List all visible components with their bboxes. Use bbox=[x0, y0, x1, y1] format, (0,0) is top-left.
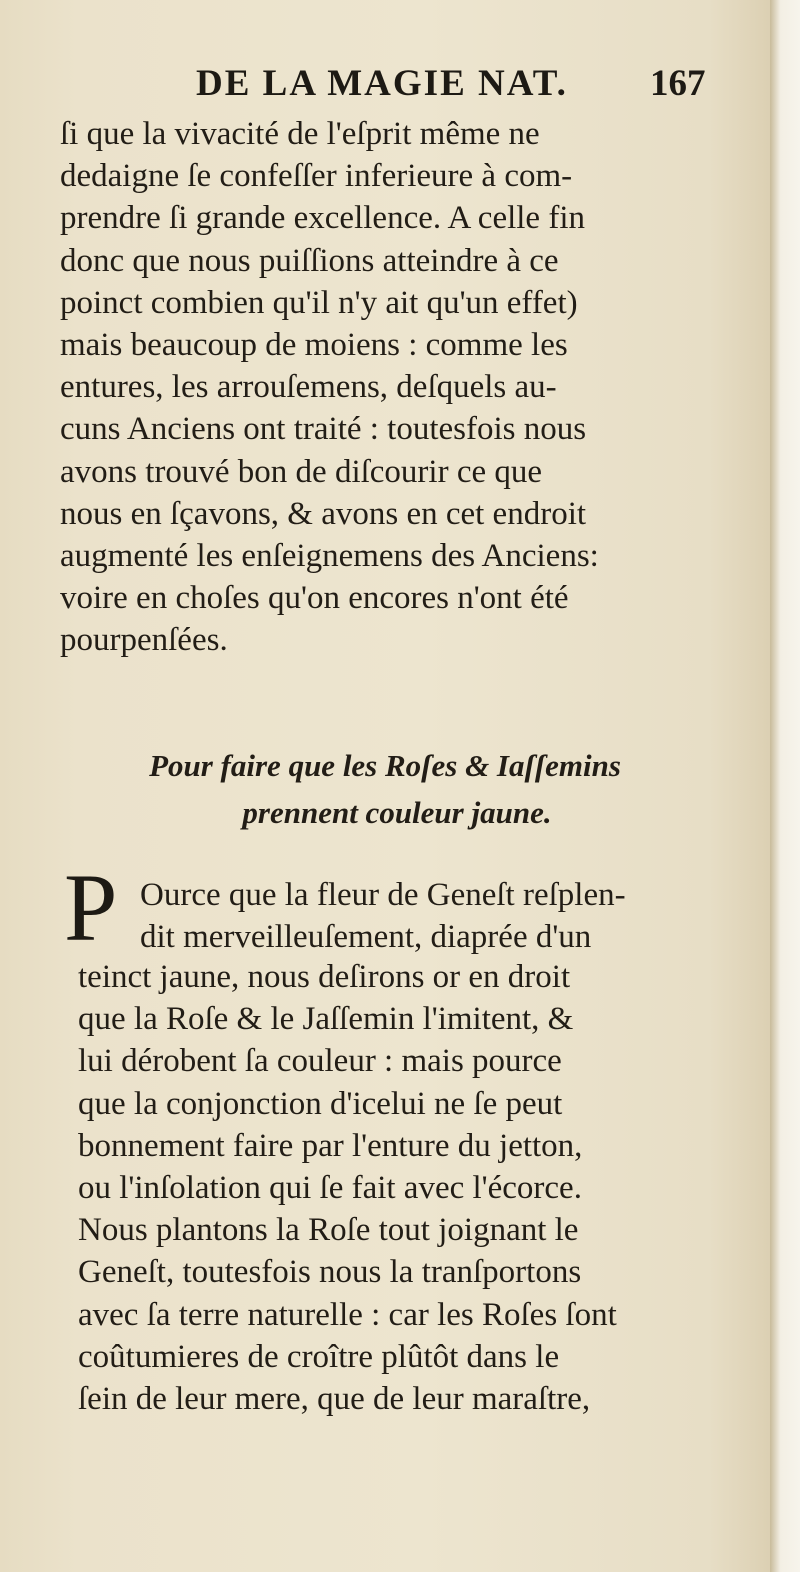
text-line: lui dérobent ſa couleur : mais pource bbox=[78, 1043, 562, 1080]
paragraph-dropcap-lines bbox=[60, 874, 738, 958]
text-line: Ource que la fleur de Geneſt reſplen- bbox=[140, 877, 626, 913]
section-title-line-1: Pour faire que les Roſes & Iaſſemins bbox=[149, 748, 621, 783]
text-line: Geneſt, toutesfois nous la tranſportons bbox=[78, 1254, 582, 1291]
text-line: avons trouvé bon de diſcourir ce que bbox=[60, 453, 543, 490]
text-line: augmenté les enſeignemens des Anciens: bbox=[60, 538, 599, 575]
drop-cap: P bbox=[64, 854, 118, 961]
page-edge bbox=[770, 0, 800, 1572]
text-line: voire en choſes qu'on encores n'ont été bbox=[60, 580, 569, 617]
paragraph-continuation bbox=[60, 113, 738, 662]
text-line: ou l'inſolation qui ſe fait avec l'écorce. bbox=[78, 1170, 582, 1207]
text-line: avec ſa terre naturelle : car les Roſes ſont bbox=[78, 1296, 617, 1333]
text-line: ſein de leur mere, que de leur maraſtre, bbox=[78, 1381, 591, 1418]
text-line: dedaigne ſe confeſſer inferieure à com- bbox=[60, 158, 573, 195]
text-line: Nous plantons la Roſe tout joignant le bbox=[78, 1212, 579, 1249]
paragraph-body bbox=[60, 956, 738, 1420]
text-line: entures, les arrouſemens, deſquels au- bbox=[60, 369, 557, 406]
text-line: bonnement faire par l'enture du jetton, bbox=[78, 1127, 583, 1164]
running-title: DE LA MAGIE NAT. bbox=[196, 63, 568, 104]
text-line: que la conjonction d'icelui ne ſe peut bbox=[78, 1085, 563, 1122]
text-line: que la Roſe & le Jaſſemin l'imitent, & bbox=[78, 1001, 574, 1038]
text-line: pourpenſées. bbox=[60, 622, 228, 659]
text-line: poinct combien qu'il n'y ait qu'un effet) bbox=[60, 284, 578, 321]
page-number: 167 bbox=[650, 63, 706, 104]
text-line: dit merveilleuſement, diaprée d'un bbox=[140, 919, 592, 956]
section-title-line-2: prennent couleur jaune. bbox=[242, 795, 552, 830]
text-line: ſi que la vivacité de l'eſprit même ne bbox=[60, 116, 540, 152]
text-line: donc que nous puiſſions atteindre à ce bbox=[60, 242, 559, 279]
text-line: teinct jaune, nous deſirons or en droit bbox=[78, 959, 571, 995]
text-line: cuns Anciens ont traité : toutesfois nous bbox=[60, 411, 587, 448]
text-line: nous en ſçavons, & avons en cet endroit bbox=[60, 495, 587, 532]
text-line: mais beaucoup de moiens : comme les bbox=[60, 327, 568, 364]
text-line: coûtumieres de croître plûtôt dans le bbox=[78, 1338, 560, 1375]
text-line: prendre ſi grande excellence. A celle fin bbox=[60, 200, 585, 237]
